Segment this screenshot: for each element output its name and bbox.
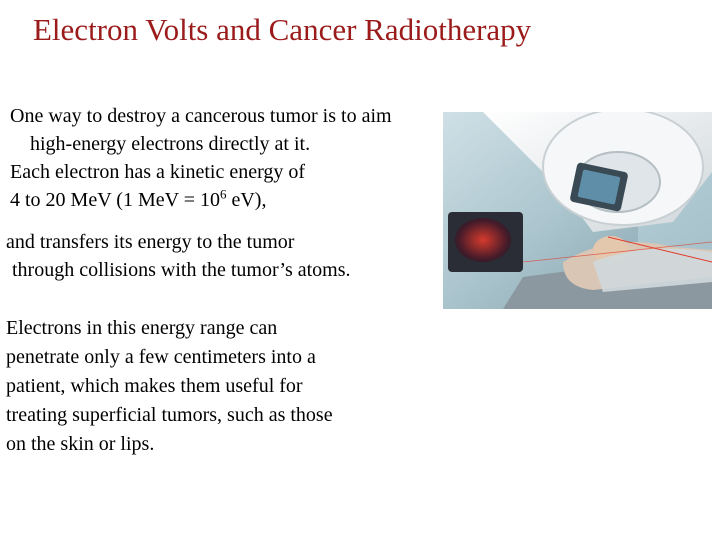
paragraph3-line4: treating superficial tumors, such as those xyxy=(6,404,333,426)
paragraph2-line1: and transfers its energy to the tumor xyxy=(6,231,295,253)
exponent: 6 xyxy=(219,186,227,202)
paragraph3-line2: penetrate only a few centimeters into a xyxy=(6,346,316,368)
energy-range-text: 4 to 20 MeV (1 MeV = 10 xyxy=(10,189,220,211)
paragraph3-line5: on the skin or lips. xyxy=(6,433,155,455)
paragraph-tumor-electrons xyxy=(10,102,392,214)
slide-title: Electron Volts and Cancer Radiotherapy xyxy=(33,12,532,47)
paragraph1-line3: Each electron has a kinetic energy of xyxy=(10,161,306,183)
radiotherapy-machine-patient-photo xyxy=(443,112,712,309)
paragraph1-line2: high-energy electrons directly at it. xyxy=(30,133,311,155)
paragraph-energy-transfer xyxy=(6,228,351,284)
paragraph3-line1: Electrons in this energy range can xyxy=(6,317,278,339)
paragraph1-line4 xyxy=(10,186,392,214)
energy-unit-text: eV), xyxy=(226,189,267,211)
paragraph3-line3: patient, which makes them useful for xyxy=(6,375,303,397)
paragraph2-line2: through collisions with the tumor’s atoms. xyxy=(12,259,351,281)
paragraph1-line1: One way to destroy a cancerous tumor is to aim xyxy=(10,105,392,127)
paragraph-penetration xyxy=(6,314,333,459)
